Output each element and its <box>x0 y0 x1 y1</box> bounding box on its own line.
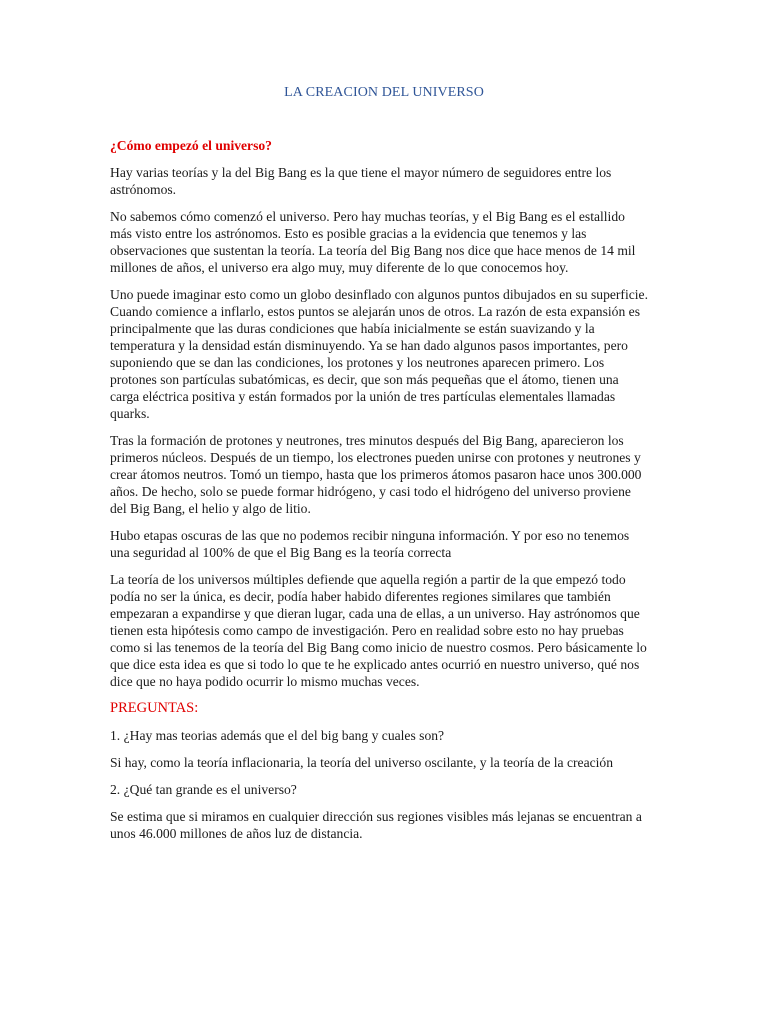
question-1: 1. ¿Hay mas teorias además que el del big bang y cuales son? <box>110 728 445 743</box>
paragraph-2: No sabemos cómo comenzó el universo. Pero hay muchas teorías, y el Big Bang es el estallido más visto entre los astrónomos. Esto es posible gracias a la evidencia que tenemos y las observaciones que sustentan la teoría. La teoría del Big Bang nos dice que hace menos de 14 mil millones de años, el universo era algo muy, muy diferente de lo que conocemos hoy. <box>110 209 636 275</box>
paragraph-4: Tras la formación de protones y neutrones, tres minutos después del Big Bang, aparecieron los primeros núcleos. Después de un tiempo, los electrones pueden unirse con protones y neutrones y crear átomos neutros. Tomó un tiempo, hasta que los primeros átomos pasaron hace unos 300.000 años. De hecho, solo se puede formar hidrógeno, y casi todo el hidrógeno del universo proviene del Big Bang, el helio y algo de litio. <box>110 433 642 516</box>
paragraph-1: Hay varias teorías y la del Big Bang es la que tiene el mayor número de seguidores entre los astrónomos. <box>110 165 612 197</box>
document-body <box>110 137 650 852</box>
document-title: LA CREACION DEL UNIVERSO <box>284 85 484 100</box>
paragraph-6: La teoría de los universos múltiples defiende que aquella región a partir de la que empezó todo podía no ser la única, es decir, podía haber habido diferentes regiones similares que también empezaran a expandirse y que dieran lugar, cada una de ellas, a un universo. Hay astrónomos que tienen esta hipótesis como campo de investigación. Pero en realidad sobre esto no hay pruebas como si las tenemos de la teoría del Big Bang como inicio de nuestro cosmos. Pero básicamente lo que dice esta idea es que si todo lo que te he explicado antes ocurrió en nuestro universo, qué nos dice que no haya podido ocurrir lo mismo muchas veces. <box>110 572 647 689</box>
question-2: 2. ¿Qué tan grande es el universo? <box>110 782 297 797</box>
questions-heading: PREGUNTAS: <box>110 700 199 716</box>
paragraph-3: Uno puede imaginar esto como un globo desinflado con algunos puntos dibujados en su superficie. Cuando comience a inflarlo, estos puntos se alejarán unos de otros. La razón de esta expansión es principalmente que las duras condiciones que había inicialmente se están suavizando y la temperatura y la densidad están disminuyendo. Ya se han dado algunos pasos importantes, pero suponiendo que se dan las condiciones, los protones y los neutrones aparecen primero. Los protones son partículas subatómicas, es decir, que son más pequeñas que el átomo, tienen una carga eléctrica positiva y están formados por la unión de tres partículas elementales llamadas quarks. <box>110 287 648 421</box>
answer-2: Se estima que si miramos en cualquier dirección sus regiones visibles más lejanas se encuentran a unos 46.000 millones de años luz de distancia. <box>110 809 642 841</box>
answer-1: Si hay, como la teoría inflacionaria, la teoría del universo oscilante, y la teoría de la creación <box>110 755 614 770</box>
paragraph-5: Hubo etapas oscuras de las que no podemos recibir ninguna información. Y por eso no tenemos una seguridad al 100% de que el Big Bang es la teoría correcta <box>110 528 630 560</box>
section-heading: ¿Cómo empezó el universo? <box>110 138 272 153</box>
